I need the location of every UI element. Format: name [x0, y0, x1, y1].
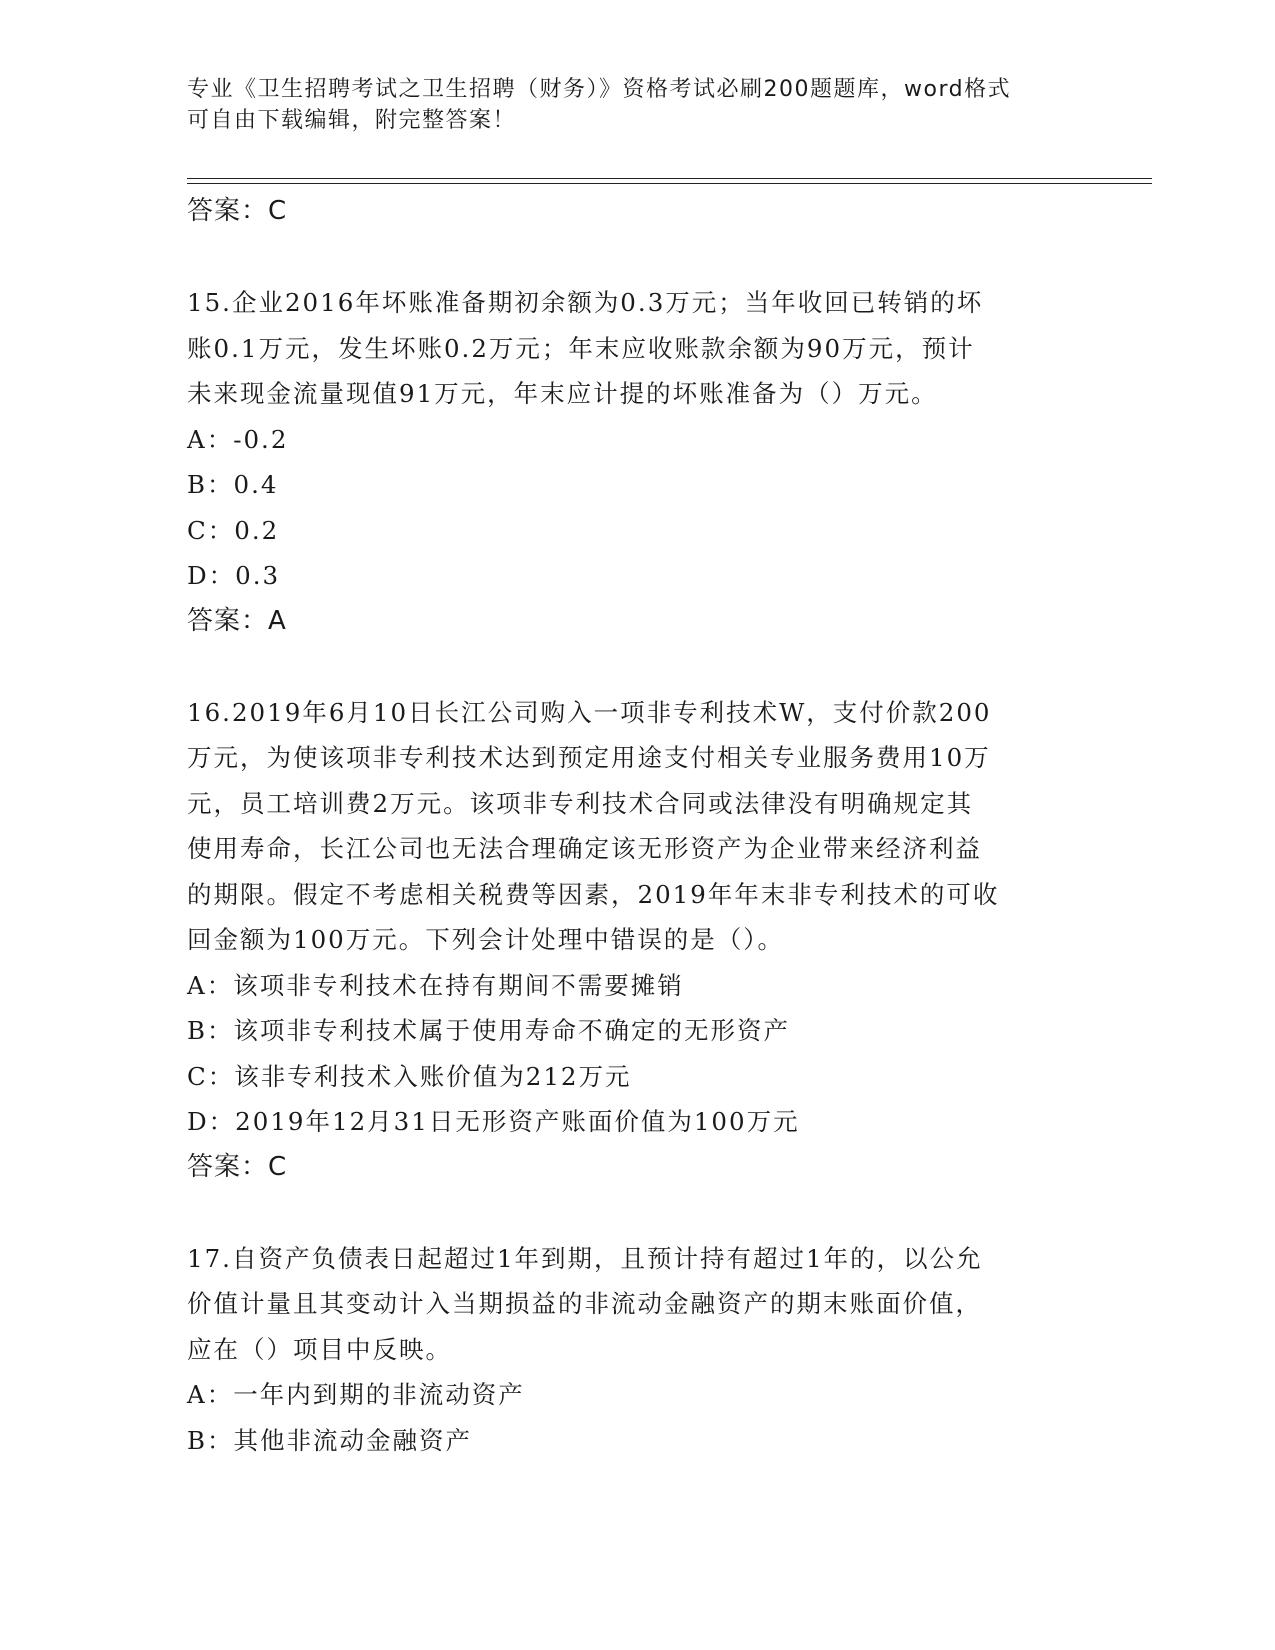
option-c: C：0.2 — [187, 515, 280, 545]
question-answer: 答案：A — [187, 605, 287, 636]
option-c: C：该非专利技术入账价值为212万元 — [187, 1061, 632, 1091]
option-b: B：该项非专利技术属于使用寿命不确定的无形资产 — [187, 1016, 791, 1045]
previous-question-answer: 答案：C — [187, 196, 288, 226]
option-a: A：该项非专利技术在持有期间不需要摊销 — [187, 970, 684, 1000]
header-divider-top — [187, 178, 1152, 179]
header-title-line-1: 专业《卫生招聘考试之卫生招聘（财务）》资格考试必刷200题题库，word格式 — [187, 77, 1012, 102]
question-list — [187, 189, 1147, 1463]
option-a: A：-0.2 — [187, 424, 289, 454]
question-stem-line: 应在（）项目中反映。 — [187, 1334, 452, 1364]
spacer — [187, 235, 1147, 281]
spacer — [187, 1190, 1147, 1236]
question-answer: 答案：C — [187, 1151, 288, 1182]
option-d: D：0.3 — [187, 561, 281, 590]
option-a: A：一年内到期的非流动资产 — [187, 1380, 525, 1409]
question-15 — [187, 280, 1147, 644]
question-16 — [187, 690, 1147, 1191]
question-stem-line: 使用寿命，长江公司也无法合理确定该无形资产为企业带来经济利益 — [187, 834, 982, 863]
option-b: B：其他非流动金融资产 — [187, 1425, 473, 1455]
option-b: B：0.4 — [187, 470, 279, 499]
option-d: D：2019年12月31日无形资产账面价值为100万元 — [187, 1107, 800, 1136]
header-title-line-2: 可自由下载编辑，附完整答案！ — [187, 108, 517, 133]
question-stem-line: 万元，为使该项非专利技术达到预定用途支付相关专业服务费用10万 — [187, 743, 991, 772]
spacer — [187, 644, 1147, 690]
question-stem-line: 17.自资产负债表日起超过1年到期，且预计持有超过1年的，以公允 — [187, 1243, 983, 1273]
question-stem-line: 回金额为100万元。下列会计处理中错误的是（）。 — [187, 925, 785, 954]
header-divider-bottom — [187, 183, 1152, 184]
question-stem-line: 价值计量且其变动计入当期损益的非流动金融资产的期末账面价值， — [187, 1289, 982, 1318]
question-stem-line: 账0.1万元，发生坏账0.2万元；年末应收账款余额为90万元，预计 — [187, 333, 975, 363]
question-stem-line: 的期限。假定不考虑相关税费等因素，2019年年末非专利技术的可收 — [187, 879, 1000, 909]
question-stem-line: 未来现金流量现值91万元，年末应计提的坏账准备为（）万元。 — [187, 379, 938, 408]
document-header — [187, 74, 1067, 136]
question-stem-line: 15.企业2016年坏账准备期初余额为0.3万元；当年收回已转销的坏 — [187, 288, 984, 317]
question-stem-line: 16.2019年6月10日长江公司购入一项非专利技术W，支付价款200 — [187, 697, 992, 727]
question-stem-line: 元，员工培训费2万元。该项非专利技术合同或法律没有明确规定其 — [187, 788, 974, 818]
question-17 — [187, 1236, 1147, 1464]
